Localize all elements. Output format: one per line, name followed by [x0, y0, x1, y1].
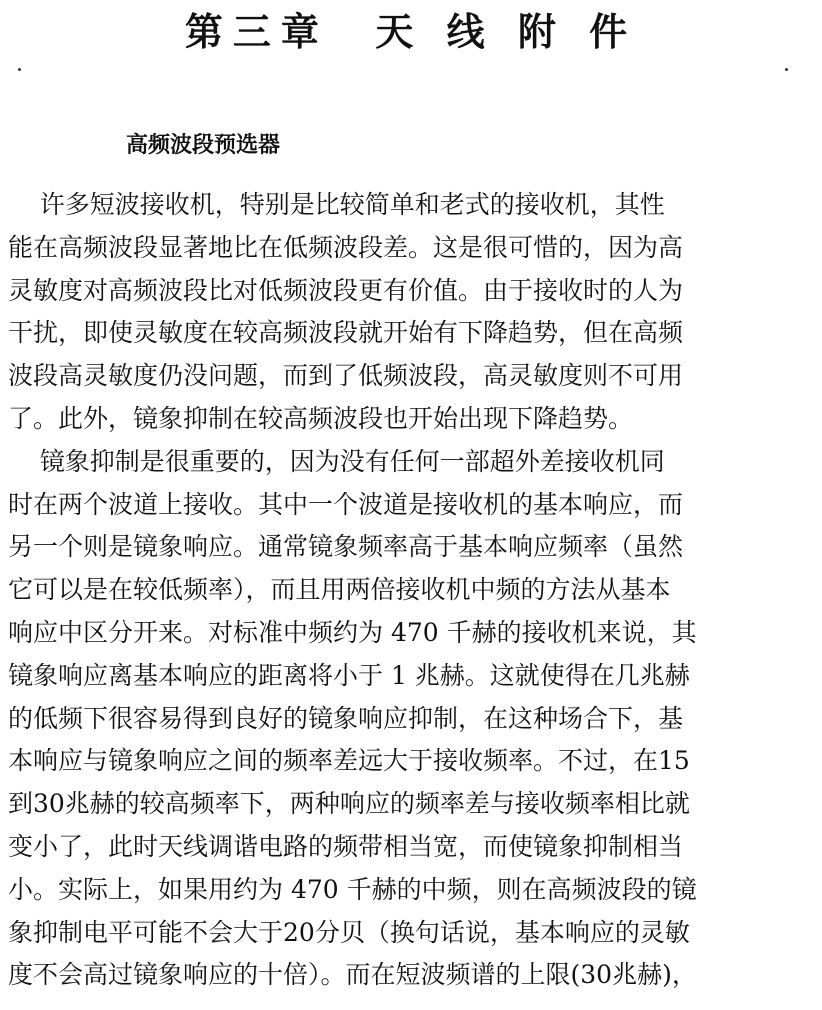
text-line: 度不会高过镜象响应的十倍）。而在短波频谱的上限(30兆赫)， [8, 960, 697, 990]
text-line: 许多短波接收机，特别是比较简单和老式的接收机，其性 [8, 190, 665, 219]
text-line: 镜象响应离基本响应的距离将小于 1 兆赫。这就使得在几兆赫 [8, 660, 690, 690]
text-line: 到30兆赫的较高频率下，两种响应的频率差与接收频率相比就 [8, 789, 690, 819]
text-line: 能在高频波段显著地比在低频波段差。这是很可惜的，因为高 [8, 232, 684, 262]
text-line: 波段高灵敏度仍没问题，而到了低频波段，高灵敏度则不可用 [8, 361, 684, 391]
scan-speck [18, 68, 21, 71]
text-line: 时在两个波道上接收。其中一个波道是接收机的基本响应，而 [8, 489, 684, 519]
text-line: 了。此外，镜象抑制在较高频波段也开始出现下降趋势。 [8, 403, 634, 433]
section-heading: 高频波段预选器 [126, 133, 281, 158]
chapter-title: 第三章 天 线 附 件 [184, 10, 638, 54]
text-line: 干扰，即使灵敏度在较高频波段就开始有下降趋势，但在高频 [8, 318, 684, 348]
text-line: 小。实际上，如果用约为 470 千赫的中频，则在高频波段的镜 [8, 874, 697, 904]
scan-speck [785, 68, 788, 71]
text-line: 的低频下很容易得到良好的镜象响应抑制，在这种场合下，基 [8, 703, 684, 733]
text-line: 本响应与镜象响应之间的频率差远大于接收频率。不过，在15 [8, 746, 690, 776]
text-line: 它可以是在较低频率），而且用两倍接收机中频的方法从基本 [8, 575, 671, 605]
text-line: 另一个则是镜象响应。通常镜象频率高于基本响应频率（虽然 [8, 532, 684, 562]
text-line: 灵敏度对高频波段比对低频波段更有价值。由于接收时的人为 [8, 275, 684, 305]
text-line: 镜象抑制是很重要的，因为没有任何一部超外差接收机同 [8, 446, 665, 476]
body-text [8, 184, 814, 997]
text-line: 响应中区分开来。对标准中频约为 470 千赫的接收机来说，其 [8, 617, 697, 647]
text-line: 变小了，此时天线调谐电路的频带相当宽，而使镜象抑制相当 [8, 831, 684, 861]
text-line: 象抑制电平可能不会大于20分贝（换句话说，基本响应的灵敏 [8, 917, 690, 947]
